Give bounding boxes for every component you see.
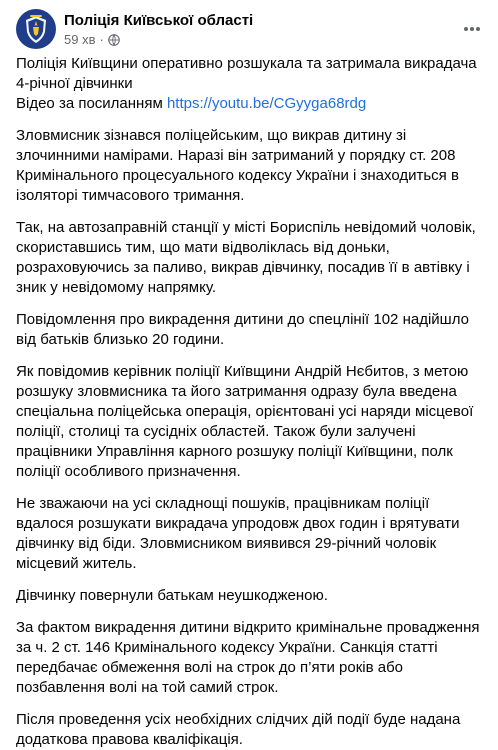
post-paragraph: Повідомлення про викрадення дитини до спецлінії 102 надійшло від батьків близько 20 години. [16, 311, 469, 348]
post-headline-paragraph [16, 54, 486, 114]
video-prefix-text: Відео за посиланням [16, 95, 167, 112]
post-header [16, 0, 486, 54]
more-options-button[interactable] [454, 11, 490, 47]
post-timestamp[interactable]: 59 хв [64, 32, 96, 47]
post-paragraph: Після проведення усіх необхідних слідчих дій події буде надана додаткова правова кваліфікація. [16, 711, 461, 748]
post-paragraph: Дівчинку повернули батькам неушкодженою. [16, 587, 328, 604]
post-body [16, 54, 486, 750]
post-paragraph: Так, на автозаправній станції у місті Бориспіль невідомий чоловік, скориставшись тим, що мати відволіклась від доньки, розраховуючись за паливо, викрав дівчинку, посадив її в автівку і зник у невідомому напрямку. [16, 219, 476, 296]
meta-separator: · [99, 32, 104, 47]
post-headline: Поліція Київщини оперативно розшукала та затримала викрадача 4-річної дівчинки [16, 55, 477, 92]
page-avatar[interactable] [16, 9, 56, 49]
post-paragraph: Зловмисник зізнався поліцейським, що викрав дитину зі злочинними намірами. Наразі він затриманий у порядку ст. 208 Кримінального процесуального кодексу України і знаходиться в ізоляторі тимчасового тримання. [16, 127, 459, 204]
globe-icon[interactable] [108, 34, 120, 46]
post-paragraph: Як повідомив керівник поліції Київщини Андрій Нєбитов, з метою розшуку зловмисника та його затримання одразу була введена спеціальна поліцейська операція, орієнтовані усі наряди місцевої поліції, столиці та сусідніх областей. Також були залучені працівники Управління карного розшуку поліції Київщини, полк поліції особливого призначення. [16, 363, 474, 480]
post-subline [64, 32, 454, 48]
more-horizontal-icon [462, 19, 482, 39]
post-paragraph: Не зважаючи на усі складнощі пошуків, працівникам поліції вдалося розшукати викрадача упродовж двох годин і врятувати дівчинку від біди. Зловмисником виявився 29-річний чоловік місцевий житель. [16, 495, 460, 572]
video-link[interactable]: https://youtu.be/CGyyga68rdg [166, 95, 367, 112]
post-meta [64, 9, 454, 48]
page-name-link[interactable]: Поліція Київської області [64, 12, 254, 29]
post-paragraph: За фактом викрадення дитини відкрито кримінальне провадження за ч. 2 ст. 146 Кримінального кодексу України. Санкція статті передбачає обмеження волі на строк до п’яти років або позбавлення волі на той самий строк. [16, 619, 480, 696]
police-emblem-icon [16, 9, 56, 49]
